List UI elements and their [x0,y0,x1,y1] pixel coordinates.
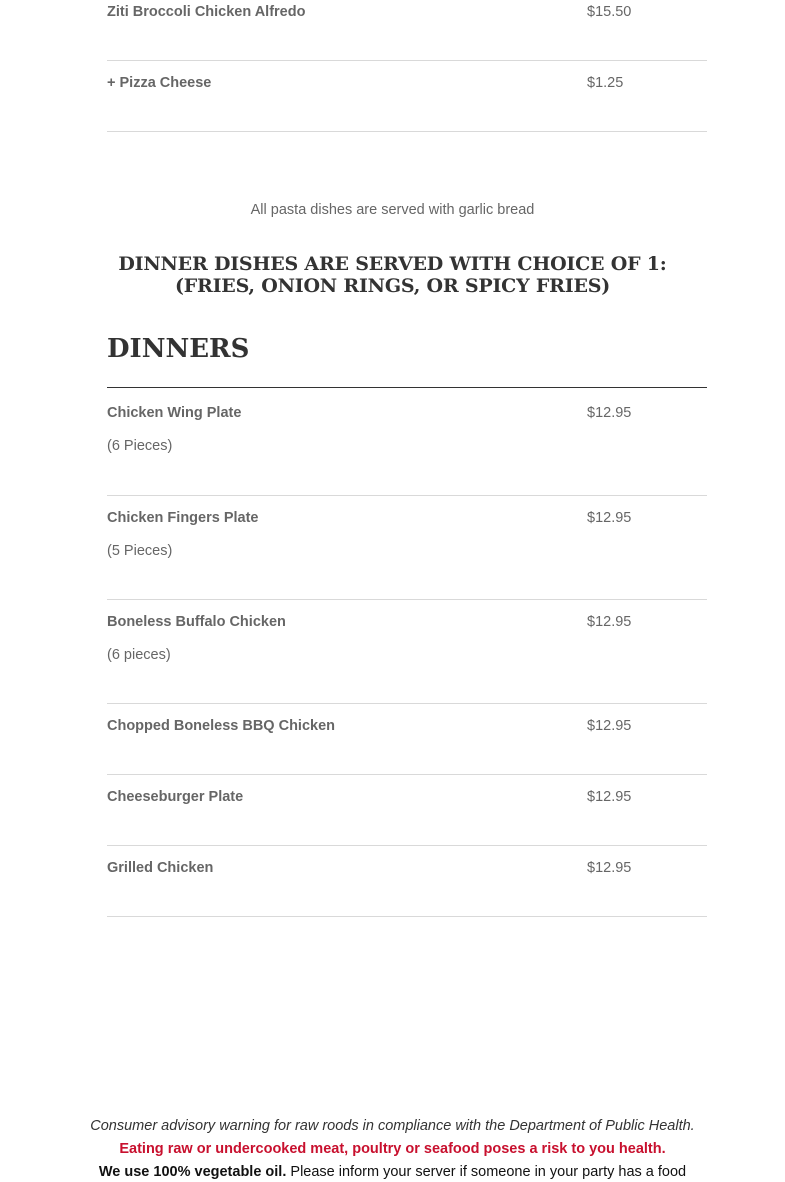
pasta-note: All pasta dishes are served with garlic bread [250,202,535,218]
menu-item-price: $12.95 [587,614,632,630]
menu-item-name: Grilled Chicken [107,860,214,876]
advisory-text: Consumer advisory warning for raw roods in compliance with the Department of Public Health. [90,1118,695,1134]
menu-item-name: Chopped Boneless BBQ Chicken [107,718,336,734]
menu-item-description: (6 Pieces) [107,438,173,454]
menu-item [107,704,707,775]
consumer-advisory [0,1115,785,1182]
section-title-dinners: DINNERS [107,334,250,364]
menu-item-price: $12.95 [587,789,632,805]
menu-item [107,600,707,704]
menu-item-description: (5 Pieces) [107,543,173,559]
oil-notice-rest: Please inform your server if someone in your party has a food [286,1164,687,1180]
dinner-sides-heading: DINNER DISHES ARE SERVED WITH CHOICE OF 1: (FRIES, ONION RINGS, OR SPICY FRIES) [118,253,667,297]
oil-notice [0,1161,785,1182]
menu-item-name: Ziti Broccoli Chicken Alfredo [107,4,306,20]
menu-item-name: Cheeseburger Plate [107,789,244,805]
health-warning: Eating raw or undercooked meat, poultry or seafood poses a risk to you health. [119,1141,666,1157]
menu-item [107,496,707,600]
menu-item [107,846,707,917]
menu-item-price: $12.95 [587,860,632,876]
menu-item-name: Boneless Buffalo Chicken [107,614,286,630]
menu-item-price: $12.95 [587,718,632,734]
menu-item-name: Chicken Fingers Plate [107,510,259,526]
dinners-menu-list [107,388,707,917]
menu-item-name: Chicken Wing Plate [107,405,242,421]
menu-item-price: $15.50 [587,4,632,20]
menu-item-price: $12.95 [587,510,632,526]
menu-item [107,775,707,846]
menu-item-description: (6 pieces) [107,647,171,663]
menu-item-name: + Pizza Cheese [107,75,212,91]
menu-item-price: $12.95 [587,405,632,421]
pasta-menu-list [107,0,707,132]
menu-item [107,388,707,496]
oil-notice-bold: We use 100% vegetable oil. [98,1164,287,1180]
menu-item-price: $1.25 [587,75,624,91]
menu-item [107,0,707,61]
menu-item [107,61,707,132]
